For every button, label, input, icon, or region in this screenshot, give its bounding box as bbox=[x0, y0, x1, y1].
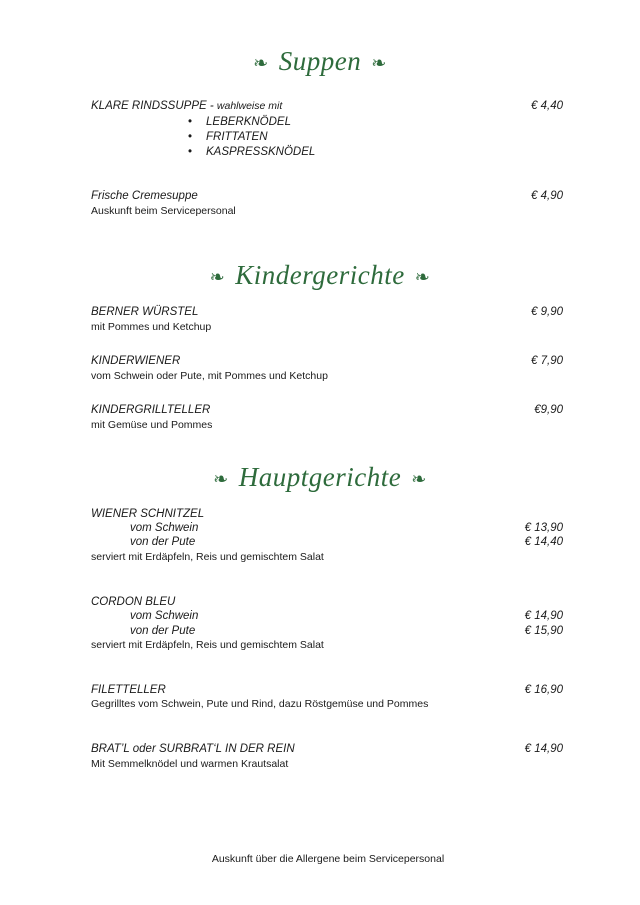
variant-price: € 15,90 bbox=[524, 625, 563, 637]
ornament-left-icon: ❧ bbox=[209, 267, 226, 288]
item-description: serviert mit Erdäpfeln, Reis und gemischtem Salat bbox=[91, 551, 324, 563]
item-name-klare-rindssuppe bbox=[91, 100, 282, 112]
item-name: CORDON BLEU bbox=[91, 596, 176, 608]
item-price: €9,90 bbox=[534, 404, 563, 416]
variant-label: von der Pute bbox=[130, 625, 196, 637]
item-name: KINDERWIENER bbox=[91, 355, 181, 367]
item-name: KLARE RINDSSUPPE - bbox=[91, 100, 217, 112]
item-description: mit Pommes und Ketchup bbox=[91, 321, 212, 333]
list-item: • KASPRESSKNÖDEL bbox=[188, 145, 315, 160]
variant-label: von der Pute bbox=[130, 536, 196, 548]
item-description: Mit Semmelknödel und warmen Krautsalat bbox=[91, 758, 289, 770]
variant-label: vom Schwein bbox=[130, 522, 199, 534]
item-description: Gegrilltes vom Schwein, Pute und Rind, dazu Röstgemüse und Pommes bbox=[91, 698, 429, 710]
item-price: € 9,90 bbox=[531, 306, 563, 318]
ornament-right-icon: ❧ bbox=[371, 53, 387, 74]
list-item: • FRITTATEN bbox=[188, 130, 315, 145]
item-name: FILETTELLER bbox=[91, 684, 166, 696]
soup-options-list bbox=[188, 115, 315, 160]
variant-price: € 14,90 bbox=[524, 610, 563, 622]
allergen-footer-note: Auskunft über die Allergene beim Servicepersonal bbox=[211, 853, 445, 865]
item-name: Frische Cremesuppe bbox=[91, 190, 198, 202]
heading-text: Hauptgerichte bbox=[238, 462, 402, 492]
item-description: Auskunft beim Servicepersonal bbox=[91, 205, 236, 217]
item-price: € 14,90 bbox=[524, 743, 563, 755]
list-item: • LEBERKNÖDEL bbox=[188, 115, 315, 130]
ornament-left-icon: ❧ bbox=[253, 53, 269, 74]
item-price: € 4,90 bbox=[531, 190, 563, 202]
item-description: vom Schwein oder Pute, mit Pommes und Ketchup bbox=[91, 370, 328, 382]
section-heading-kindergerichte bbox=[0, 260, 640, 291]
variant-price: € 14,40 bbox=[524, 536, 563, 548]
item-name: BRAT’L oder SURBRAT‘L IN DER REIN bbox=[91, 743, 295, 755]
item-suffix: wahlweise mit bbox=[216, 100, 283, 112]
item-price: € 16,90 bbox=[524, 684, 563, 696]
item-description: mit Gemüse und Pommes bbox=[91, 419, 213, 431]
item-name: BERNER WÜRSTEL bbox=[91, 306, 199, 318]
item-price: € 7,90 bbox=[531, 355, 563, 367]
ornament-right-icon: ❧ bbox=[414, 267, 431, 288]
variant-label: vom Schwein bbox=[130, 610, 199, 622]
section-heading-hauptgerichte bbox=[0, 462, 640, 493]
heading-text: Kindergerichte bbox=[235, 260, 405, 290]
section-heading-suppen bbox=[0, 46, 640, 77]
item-price: € 4,40 bbox=[531, 100, 563, 112]
item-name: WIENER SCHNITZEL bbox=[91, 508, 205, 520]
variant-price: € 13,90 bbox=[524, 522, 563, 534]
heading-text: Suppen bbox=[278, 46, 362, 76]
ornament-left-icon: ❧ bbox=[213, 469, 229, 490]
item-description: serviert mit Erdäpfeln, Reis und gemischtem Salat bbox=[91, 639, 324, 651]
ornament-right-icon: ❧ bbox=[411, 469, 427, 490]
item-name: KINDERGRILLTELLER bbox=[91, 404, 211, 416]
